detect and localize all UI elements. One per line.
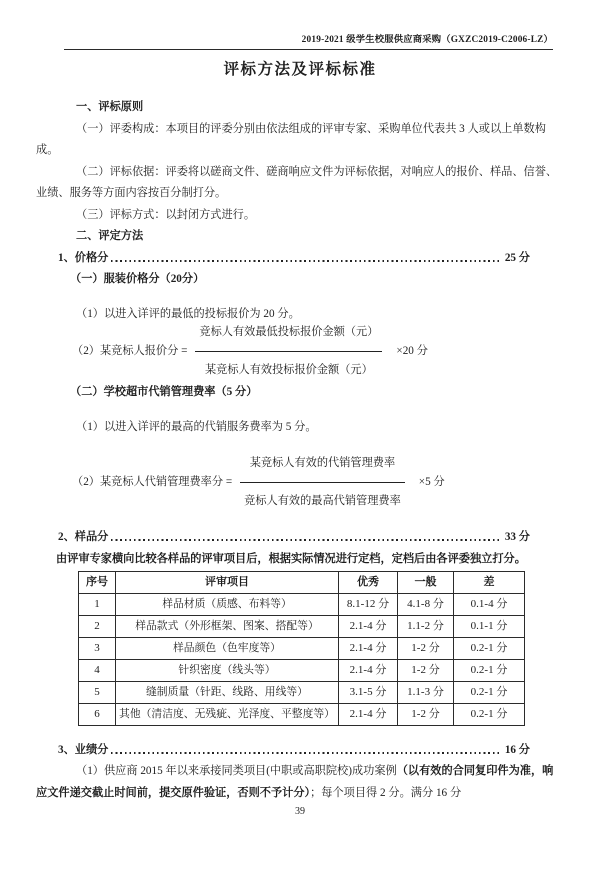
table-cell: 针织密度（线头等） xyxy=(116,659,339,681)
formula-multiplier: ×5 分 xyxy=(418,475,445,488)
table-row xyxy=(79,615,525,637)
formula-label: （2）某竞标人报价分 = xyxy=(72,344,188,357)
table-cell: 0.2-1 分 xyxy=(454,703,525,725)
table-header-cell: 差 xyxy=(454,571,525,593)
table-cell: 0.2-1 分 xyxy=(454,681,525,703)
paragraph-mode: （三）评标方式：以封闭方式进行。 xyxy=(76,208,256,221)
sample-scoring-intro: 由评审专家横向比较各样品的评审项目后，根据实际情况进行定档，定档后由各评委独立打分。 xyxy=(56,552,526,565)
table-cell: 2 xyxy=(79,615,116,637)
leader-label-price: 1、价格分 xyxy=(58,251,109,264)
table-row xyxy=(79,593,525,615)
table-row xyxy=(79,659,525,681)
performance-text-normal: （1）供应商 2015 年以来承接同类项目(中职或高职院校)成功案例 xyxy=(76,765,397,777)
table-cell: 2.1-4 分 xyxy=(339,703,398,725)
fraction-denominator: 竞标人有效的最高代销管理费率 xyxy=(244,495,401,507)
leader-score-performance: 16 分 xyxy=(504,743,530,756)
document-header xyxy=(64,34,553,50)
document-body xyxy=(0,97,600,804)
paragraph-lowest-bid: （1）以进入详评的最低的投标报价为 20 分。 xyxy=(76,307,300,320)
page-number: 39 xyxy=(295,806,305,817)
fraction xyxy=(195,325,382,378)
paragraph-highest-rate: （1）以进入详评的最高的代销服务费率为 5 分。 xyxy=(76,420,317,433)
performance-text-bold: （以有效的合同复印件为准，响应文件递交截止时间前，提交原件验证，否则不予计分） xyxy=(36,765,554,799)
leader-score-sample: 33 分 xyxy=(504,531,530,543)
sub-heading-garment-price: （一）服装价格分（20分） xyxy=(70,273,205,285)
performance-text-normal: ；每个项目得 2 分。满分 16 分 xyxy=(310,786,462,799)
sample-score-table xyxy=(78,571,525,726)
leader-score-price: 25 分 xyxy=(504,251,530,264)
table-cell: 1.1-3 分 xyxy=(398,681,454,703)
fraction xyxy=(240,456,405,509)
table-cell: 5 xyxy=(79,681,116,703)
table-cell: 1-2 分 xyxy=(398,637,454,659)
dotted-leader xyxy=(111,260,501,262)
table-cell: 0.2-1 分 xyxy=(454,637,525,659)
score-leader-performance xyxy=(58,740,530,762)
score-leader-price xyxy=(58,248,530,270)
table-cell: 3.1-5 分 xyxy=(339,681,398,703)
formula-label: （2）某竞标人代销管理费率分 = xyxy=(72,475,233,488)
table-cell: 1-2 分 xyxy=(398,703,454,725)
fraction-numerator: 竞标人有效最低投标报价金额（元） xyxy=(195,325,382,352)
section-heading-method: 二、评定方法 xyxy=(76,230,144,242)
table-cell: 1-2 分 xyxy=(398,659,454,681)
table-header-cell: 序号 xyxy=(79,571,116,593)
score-leader-sample xyxy=(58,527,530,549)
performance-paragraph xyxy=(36,761,558,804)
table-cell: 0.2-1 分 xyxy=(454,659,525,681)
formula-multiplier: ×20 分 xyxy=(396,344,428,357)
dotted-leader xyxy=(111,752,501,754)
table-header-cell: 一般 xyxy=(398,571,454,593)
formula-consignment-score xyxy=(72,456,558,509)
table-cell: 样品材质（质感、布料等） xyxy=(116,593,339,615)
paragraph-committee: （一）评委构成：本项目的评委分别由依法组成的评审专家、采购单位代表共 3 人或以上单数构成。 xyxy=(36,122,546,156)
table-cell: 8.1-12 分 xyxy=(339,593,398,615)
table-cell: 1 xyxy=(79,593,116,615)
sub-heading-consignment-rate: （二）学校超市代销管理费率（5 分） xyxy=(70,386,258,398)
table-cell: 4 xyxy=(79,659,116,681)
table-cell: 2.1-4 分 xyxy=(339,615,398,637)
table-cell: 0.1-4 分 xyxy=(454,593,525,615)
header-project-title: 2019-2021 级学生校服供应商采购（GXZC2019-C2006-LZ） xyxy=(301,35,553,45)
leader-label-sample: 2、样品分 xyxy=(58,531,109,543)
paragraph-basis: （二）评标依据：评委将以磋商文件、磋商响应文件为评标依据，对响应人的报价、样品、信誉、业绩、服务等方面内容按百分制打分。 xyxy=(36,165,558,199)
table-cell: 6 xyxy=(79,703,116,725)
table-cell: 样品款式（外形框架、图案、搭配等） xyxy=(116,615,339,637)
fraction-numerator: 某竞标人有效的代销管理费率 xyxy=(240,456,405,483)
table-cell: 样品颜色（色牢度等） xyxy=(116,637,339,659)
table-row xyxy=(79,703,525,725)
page-title: 评标方法及评标标准 xyxy=(223,61,377,78)
table-cell: 其他（清洁度、无残疵、光泽度、平整度等） xyxy=(116,703,339,725)
table-header-cell: 评审项目 xyxy=(116,571,339,593)
dotted-leader xyxy=(111,539,501,541)
table-cell: 0.1-1 分 xyxy=(454,615,525,637)
table-header-row xyxy=(79,571,525,593)
formula-price-score xyxy=(72,325,558,378)
table-cell: 2.1-4 分 xyxy=(339,659,398,681)
table-row xyxy=(79,681,525,703)
table-cell: 1.1-2 分 xyxy=(398,615,454,637)
section-heading-principles: 一、评标原则 xyxy=(76,101,144,113)
table-header-cell: 优秀 xyxy=(339,571,398,593)
table-cell: 3 xyxy=(79,637,116,659)
fraction-denominator: 某竞标人有效投标报价金额（元） xyxy=(204,364,373,376)
table-cell: 2.1-4 分 xyxy=(339,637,398,659)
table-cell: 4.1-8 分 xyxy=(398,593,454,615)
leader-label-performance: 3、业绩分 xyxy=(58,743,109,756)
table-cell: 缝制质量（针距、线路、用线等） xyxy=(116,681,339,703)
table-row xyxy=(79,637,525,659)
